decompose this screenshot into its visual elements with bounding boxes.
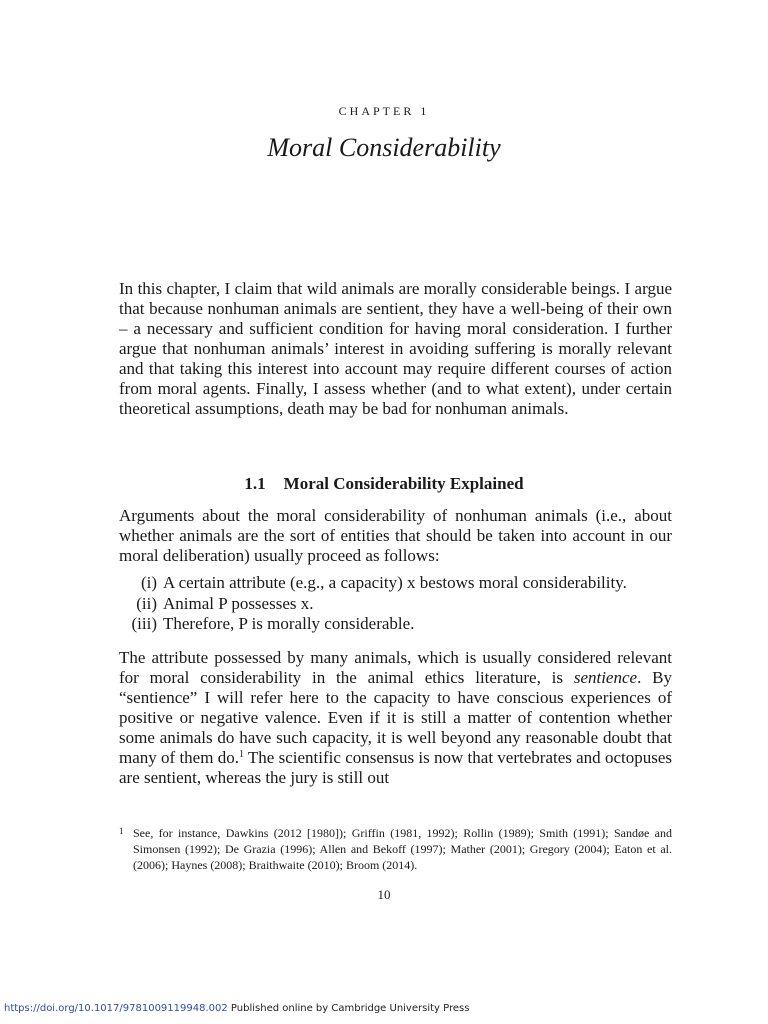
- list-item: [119, 594, 679, 615]
- doi-footer: [4, 1003, 469, 1014]
- footnote: [119, 825, 672, 873]
- list-marker: (ii): [136, 593, 157, 613]
- footnote-text: See, for instance, Dawkins (2012 [1980]); Griffin (1981, 1992); Rollin (1989); Smith (1991); Sandøe and Simonsen (1992); De Grazia (1996); Allen and Bekoff (1997); Mather (2001); Gregory (2004); Eaton et al. (2006); Haynes (2008); Braithwaite (2010); Broom (2014).: [133, 826, 672, 872]
- attribute-text-part2: . By “sentience” I will refer here to the capacity to have conscious experiences of positive or negative valence. Even if it is still a matter of contention whether some animals do have such capacity, it is well beyond any reasonable doubt that many of them do.: [119, 668, 672, 767]
- argument-list: [119, 573, 679, 635]
- list-item-text: Therefore, P is morally considerable.: [163, 614, 415, 633]
- intro-paragraph: In this chapter, I claim that wild animals are morally considerable beings. I argue that because nonhuman animals are sentient, they have a well-being of their own – a necessary and sufficient condition for having moral consideration. I further argue that nonhuman animals’ interest in avoiding suffering is morally relevant and that taking this interest into account may require different courses of action from moral agents. Finally, I assess whether (and to what extent), under certain theoretical assumptions, death may be bad for nonhuman animals.: [119, 279, 672, 418]
- footnote-reference[interactable]: 1: [238, 749, 244, 760]
- section-number: 1.1: [244, 474, 266, 493]
- doi-link[interactable]: https://doi.org/10.1017/9781009119948.002: [4, 1003, 228, 1014]
- section-heading: [0, 474, 768, 494]
- list-marker: (iii): [131, 614, 157, 633]
- chapter-label: CHAPTER 1: [338, 104, 430, 118]
- list-item: [119, 614, 679, 635]
- attribute-text-part3: The scientific consensus is now that vertebrates and octopuses are sentient, whereas the jury is still out: [119, 748, 672, 787]
- doi-publisher-text: Published online by Cambridge University Press: [227, 1003, 470, 1014]
- list-item-text: Animal P possesses x.: [163, 593, 314, 613]
- footnote-marker: 1: [119, 826, 124, 836]
- chapter-title: Moral Considerability: [267, 133, 501, 162]
- section-title: Moral Considerability Explained: [283, 474, 524, 493]
- attribute-paragraph: [119, 648, 672, 788]
- list-item-text: A certain attribute (e.g., a capacity) x bestows moral considerability.: [163, 573, 627, 592]
- page-number: 10: [377, 887, 391, 902]
- arguments-paragraph: Arguments about the moral considerability of nonhuman animals (i.e., about whether animals are the sort of entities that should be taken into account in our moral deliberation) usually proceed as follows:: [119, 506, 672, 565]
- list-item: [119, 573, 679, 594]
- list-marker: (i): [140, 573, 157, 592]
- attribute-text-part1: The attribute possessed by many animals, which is usually considered relevant for moral considerability in the animal ethics literature, is: [119, 648, 672, 687]
- sentience-emphasis: sentience: [573, 668, 638, 687]
